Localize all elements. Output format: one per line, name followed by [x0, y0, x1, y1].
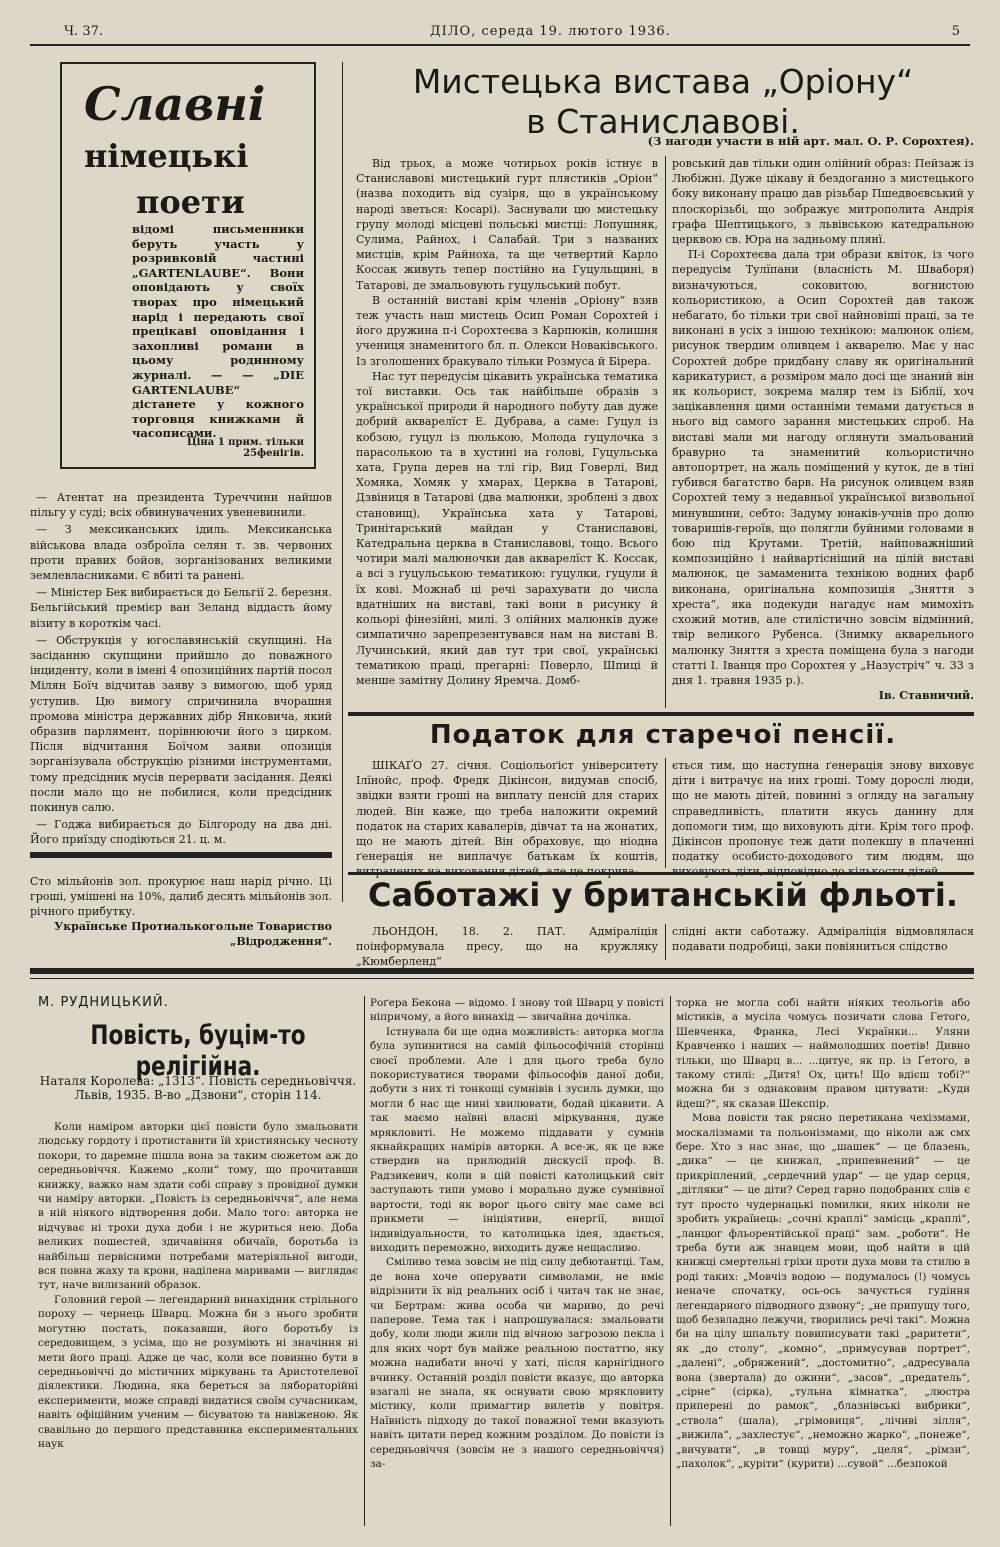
article-paragraph: Істнувала би ще одна можливість: авторка могла була зупинитися на самій фільософічній сторінці своєї проблеми. Але і для цього треба було покористуватися творами фільософів даної доби, добути з них ті тонкощі сумнівів і зусиль думки, що могли б нас ще нині хвилювати, бодай цікавити. А так маємо наївні власні міркування, дуже мрякловиті. Не можемо піддавати у сумнів якнайкращих намірів авторки. А все-ж, як це вже ствердив на прилюдній дискусії проф. В. Радзикевич, коли в цій повісті католицький світ заступають типи умово і морально дуже сумнівної вартости, тоді як ворог цього світу має саме всі прикмети — ініціятиви, енергії, вищої індивідуальности, то католицька ідея, здається, виходить переможно, виходить дуже нещасливо.: [370, 1025, 664, 1254]
article-paragraph: Від трьох, а може чотирьох років істнує в Станиславові мистецький гурт плястиків „Оріон“ (назва походить від сузіря, що в українському народі зветься: Косарі). Заснували цю мистецьку групу молоді місцеві польські мистці: Лопушняк, Сулима, Райнох, і Салабай. Три з названих мистців, крім Райноха, та ще четвертий Карло Коссак живуть тепер постійно на Гуцульщині, в Татарові, де змальовують гуцульський побут.: [356, 157, 658, 292]
article-paragraph: В останній виставі крім членів „Оріону“ взяв теж участь наш мистець Осип Роман Сорохтей і його дружина п-і Сорохтеєва з Карпюків, колишня учениця знаменитого бл. п. Олекси Новаківського. Із зголошених бракувало тільки Розмуса й Бірера.: [356, 293, 658, 368]
article-paragraph: ровський дав тільки один олійний образ: Пейзаж із Любіжні. Дуже цікаву й бездоганно з мистецького боку виконану працю дав різьбар Пшедвоєвський у плоскорізьбі, що зображує митрополита Андрія графа Шептицького, з львівською катедральною церквою св. Юра на задньому плянї.: [672, 157, 974, 247]
article-column-left: [356, 156, 658, 688]
news-item: — Годжа вибирається до Білгороду на два дні. Його приїзду сподіються 21. ц. м.: [30, 818, 332, 847]
article-column-right: [672, 156, 974, 703]
news-item: — З мексиканських ідиль. Мексиканська військова влада озброїла селян т. зв. червоних проти правих бойов, зорганізованих великими землевласниками. Є вбиті та ранені.: [30, 523, 332, 583]
article-paragraph: ється тим, що наступна ґенерація знову виховує діти і витрачує на них гроші. Тому дорослі люди, що не мають дітей, повинні з огляду на загальну справедливість, платити якусь данину для допомоги тим, що виховують діти. Крім того проф. Дікінсон пропонує теж дати полекшу в плаченні податку особисто-доходового тим людям, що: [672, 759, 974, 864]
article-paragraph: слідні акти саботажу. Адміраліція відмовлялася подавати подробиці, заки повіяниться слідство: [672, 925, 974, 954]
feuilleton-divider: [30, 968, 974, 974]
article-paragraph: Коли наміром авторки цієї повісти було змальовати людську гордоту і протиставити їй християнську чесноту покори, то даремне пішла вона за таким сюжетом аж до середньовіччя. Кажемо „коли“ тому, що прочитавши книжку, важко нам здати собі справу з провідної думки чи наміру авторки. „Повість із середньовіччя“, але нема в ній ніякого відтворення доби. Мало того: авторка не відчуває ні трохи духа доби і не журиться нею. Доба великих пошестей, здичавіння обичаїв, боротьба із найбільш первісними потребами матеріяльної вигоди, вся повна жаху та крови, наділена маривами — виглядає тут, наче вилизаний образок.: [38, 1121, 358, 1292]
article-paragraph: Мова повісти так рясно перетикана чехізмами, москалізмами та польонізмами, що ніколи аж смх бере. Хто з нас знає, що „шашек“ — це блазень, „дика“ — це кинжал, „припевнений“ — це прикріплений, „сердечний удар“ — це удар серця, „дітляки“ — це діти? Серед гарно подобраних слів є тут просто чудернацькі помилки, яких ніколи не зробить українець: „сочні краплі“ замісць „краплі“, „ланцюг фльорентійської праці“ зам. „роботи“. Не треба бути аж знавцем мови, щоб найти в цій книжці смертельні гріхи проти духа мови та стилю в роді таких: „Мовчіз водою — подумалось (!) чомусь неначе спочатку, ось-ось зачується гудіння легендарного підводного дзвону“; „не припущу того, щоб безвладно лежучи, творились речі такі“. Можна би на цілу шпальту повиписувати такі „раритети“, як „до столу“, „комно“, „примусував портрет“, „далені“, „обряжений“, „достомитно“, „адресувала вона (звертала) до ожини“, „засов“, „предатель“, „сірне“ (сірка), „тульна кімнатка“, „люстра приперені до рамок“, „блазнівські вибрики“, „ствола“ (шала), „грімовиця“, „лічиві зілля“, „вижила“, „захлестує“, „неможно жарко“, „понеже“, „вичувати“, „в товщі муру“, „целя“, „рімзи“, „пахолок“, „куріти“ (курити) ...сувой“ ...безпокой: [676, 1112, 970, 1470]
headline-line-2: в Станиславові.: [526, 102, 800, 141]
issue-number: Ч. 37.: [64, 24, 103, 39]
column-divider: [665, 758, 666, 868]
column-divider: [665, 156, 666, 708]
review-author: М. РУДНИЦЬКИЙ.: [38, 995, 169, 1010]
page-header: [30, 24, 970, 46]
article-paragraph: П-і Сорохтеєва дала три образи квіток, із чого передусім Тулїпани (власність М. Шваборя) визначуються, соковитою, вогнистою кольористикою, а Осип Сорохтей дав також небагато, бо тільки три свої найновіші праці, за те виконані в усіх з іншою технікою: малюнок олієм, рисунок твердим оливцем і акварелю. Має у нас Сорохтей добре придбану славу як оригінальний карикатурист, а розміром мало досі ще знаний він як кольорист, зокрема маляр тем із Біблії, хоч зацікавлення цими останніми темами датується в нього від самого зарання мистецьких спроб. На виставі мали ми нагоду оглянути змальований бравурно та знаменитий кольористично автопортрет, на жаль поміщений у куток, де в тіні губився багатство барв. На рисунок оливцем взяв Сорохтей тему з недавньої української визвольної минувшини, себто: Задуму юнаків-учнів про долю товаришів-героїв, що полягли буйними головами в бою під Крутами. Третій, найповажніший композиційно і найвартісніший на цілій виставі малюнок, це замаменита технікою водних фарб виконана, оригінальна композиція „Зняття з хреста“, яка подекуди нагадує нам мимохіть схожий мотив, але стилістично зовсім відмінний, твір великого Рубенса. (Знимку акварельного малюнку Зняття з хреста поміщена була з нагоди статті І. Іванця про Сорохтея у „Назустріч“ ч. 33 з дня 1. травня 1935 р.).: [672, 248, 974, 687]
review-title: Повість, буцім-то релігійна.: [90, 1020, 306, 1082]
notice-signature: Українське Протиалькогольне Товариство „Відродження“.: [54, 920, 332, 948]
article-paragraph: ЛЬОНДОН, 18. 2. ПАТ. Адміраліція поінформувала пресу, що на кружляку „Кюмберленд“: [356, 925, 658, 969]
page-number: 5: [951, 24, 960, 39]
article-paragraph: Головний герой — легендарний винахідник стрільного пороху — чернець Шварц. Можна би з нього зробити могутню постать, показавши, його боротьбу із середовищем, з усіма, що не розуміють ні значіння ні мети його праці. Адже це час, коли все повинно бути в середньовіччі до містичних міркувань та Аристотелевої діялектики. Людина, яка береться за лябораторійні експерименти, може справді видатися своїм сучасникам, навіть офіційним ученим — бісуватою та навіженою. Як свавільно до першого представника експериментальних наук: [38, 1293, 358, 1450]
ad-title-line-2: німецькі: [84, 137, 249, 175]
article-paragraph: Роґера Бекона — відомо. І знову той Шварц у повісті ніпричому, а його винахід — звичайна дочілка.: [370, 997, 664, 1024]
column-divider: [665, 924, 666, 960]
column-divider: [342, 62, 343, 902]
ad-price: Ціна 1 прим. тільки 25фенігів.: [186, 437, 304, 459]
review-bibliography: Наталя Королева: „1313“. Повість середньовіччя. Львів, 1935. В-во „Дзвони“, сторін 114.: [39, 1074, 357, 1102]
news-item: — Атентат на президента Туреччини найшов пільгу у суді; всіх обвинувачених увеневинили.: [30, 491, 332, 520]
article-paragraph: Нас тут передусім цікавить українська тематика тої виставки. Ось так найбільше образів з української природи й народного побуту дав дуже добрий акварелїст Е. Дубрава, а саме: Гуцул із кобзою, гуцул із люлькою, Молода гуцулочка з парасолькою та в хустині на голові, Гуцульська хата, Група дерев на тлі гір, Вид Говерлі, Вид Хомяка, Хомяк у хмарах, Церква в Татарові, Дзвіниця в Татарові (два малюнки, зроблені з двох становищ), Українська хата у Татарові, Тринітарський майдан у Станиславові, Катедральна церква в Станиславові, тощо. Всього чотири малі малюночки дав акварелїст К. Коссак, а всі з гуцульською тематикою: гуцулки, гуцули й їх кові. Можнаб ці речі зарахувати до числа вдатніших на виставі, такі вони в рисунку й кольорі фінезійні, милі. З олійних малюнків дуже симпатично зарепрезентувався нам на виставі В. Лучинський, який дав тут три свої, українські тематикою праці, прегарні: Поверло, Шпиці й менше замітну Долину Яремча. Домб-: [356, 369, 658, 687]
headline-line-1: Мистецька вистава „Оріону“: [412, 62, 914, 101]
pension-tax-headline: Податок для старечої пенсії.: [429, 720, 897, 750]
column-divider: [670, 996, 671, 1526]
section-divider: [348, 712, 974, 716]
article-author: Ів. Ставничий.: [878, 689, 974, 703]
ad-title-line-1: Славні: [84, 77, 266, 131]
review-column-3: [676, 996, 970, 1471]
gartenlaube-advertisement: [60, 62, 316, 469]
section-divider: [30, 852, 332, 858]
pension-column-right: [672, 758, 974, 880]
notice-text: Сто мільйонів зол. прокурює наш нарід річно. Ці гроші, умішені на 10%, далиб десять мільйонів зол. річного прибутку.: [30, 875, 332, 918]
section-divider: [348, 872, 974, 875]
sabotage-headline: Саботажі у британській фльоті.: [368, 876, 958, 914]
article-paragraph: ШІКАҐО 27. січня. Соціольоґіст університету Ілїнойс, проф. Фредк Дікінсон, видумав спосіб, звідки взяти гроші на виплату пенсій для старих людей. Він каже, що треба наложити окремий податок на старих кавалерів, дівчат та на жонатих, що не мають дітей. Він обраховує, що ніодна ґенерація не виплачує батькам їх коштів,: [356, 759, 658, 864]
review-column-1: [38, 1120, 358, 1451]
article-subtitle: (З нагоди участи в ній арт. мал. О. Р. Сорохтея).: [647, 134, 974, 148]
feuilleton-divider-thin: [30, 978, 974, 979]
article-headline: [352, 62, 974, 142]
news-briefs: [30, 490, 332, 850]
article-paragraph: Сміливо тема зовсім не під силу дебютантці. Там, де вона хоче оперувати символами, не вміє відрізнити їх від реальних осіб і читач так не знає, чи Бертрам: жива особа чи мариво, до речі паперове. Тема так і напрошувалася: змальовати добу, коли люди жили під вічною загрозою пекла і для яких чорт був майже реальною постаттю, яку можна надибати вночі у хаті, після карнігідного вчинку. Останній розділ повісти вказує, що авторка взагалі не знала, як оснувати свою мрякловиту містику, коли примагтир вилетів у повітря. Наївність підходу до такої поважної теми вказують навіть цитати перед кожним розділом. До повісти із середньовіччя (зовсім не з нашого середньовіччя) за-: [370, 1256, 664, 1470]
newspaper-masthead: ДІЛО, середа 19. лютого 1936.: [430, 24, 671, 39]
column-divider: [364, 996, 365, 1526]
temperance-notice: [30, 874, 332, 949]
sabotage-column-left: [356, 924, 658, 970]
article-paragraph: торка не могла собі найти ніяких теольогів або містиків, а мусіла чомусь позичати слова Гетого, Шевченка, Франка, Лесі Українки... Уляни Кравченко і наших — наймолодших поетів! Дивно тільки, що Шварц в... ...цитує, як пр. із Ґетого, в такому стилі: „Дитя! Ох, цить! Що вдієш тобі?“ можна би з однаковим правом цитувати: „Куди йдеш?“, як сказав Шекспір.: [676, 997, 970, 1110]
ad-body: відомі письменники беруть участь у розривковій частині „GARTENLAUBE“. Вони оповідають у своїх творах про німецький нарід і передають свої прецікаві оповідання і захопливі романи в цьому родинному журналі. — — „DIE GARTENLAUBE“ дістанете у кожного торговця книжками й часописами.: [132, 222, 304, 441]
pension-column-left: [356, 758, 658, 880]
review-column-2: [370, 996, 664, 1471]
sabotage-column-right: [672, 924, 974, 954]
ad-title-line-3: поети: [136, 183, 245, 221]
news-item: — Міністер Бек вибирається до Бельгії 2. березня. Бельгійський премієр ван Зеланд віддасть йому візиту в короткім часі.: [30, 586, 332, 630]
news-item: — Обструкція у югославянській скупщині. На засіданню скупщини прийшло до поважного інциденту, коли в імені 4 опозиційних партій посол Мілян Боїч відчитав заяву з вимогою, щоб уряд уступив. Цю вимогу спричинила вчорашня промова міністра державних дібр Янковича, який образив парлямент, порівнюючи його з цирком. Після відчитання Боїчом заяви опозиція зорганізувала обструкцію різними інструментами, тому предсідник мусів перервати засідання. Деякі посли мало що не побилися, коли предсідник покинув салю.: [30, 633, 332, 815]
